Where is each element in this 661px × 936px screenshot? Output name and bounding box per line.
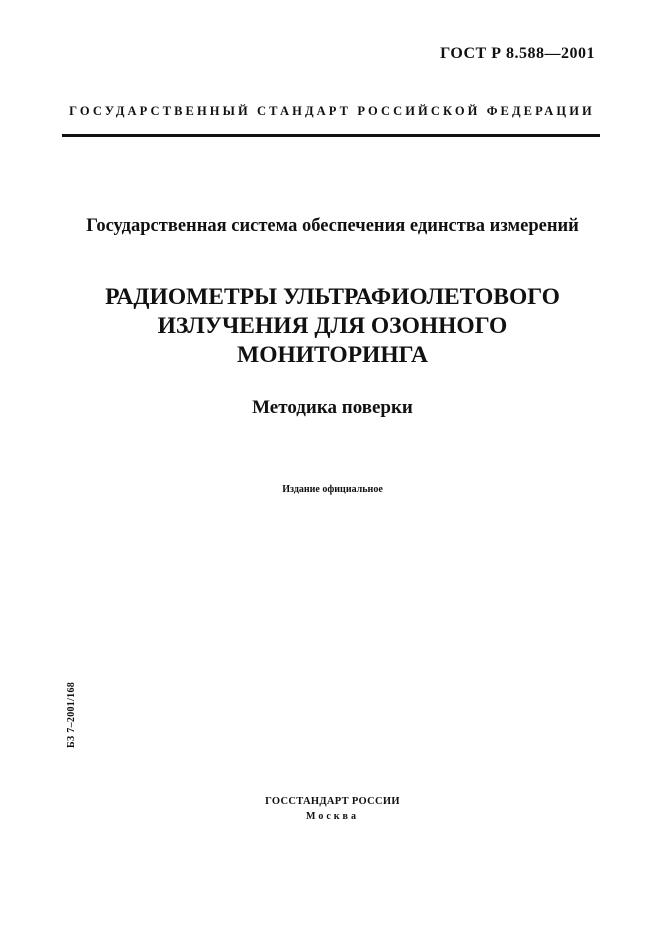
edition-note: Издание официальное <box>282 484 383 495</box>
subtitle: Методика поверки <box>252 397 413 418</box>
header-divider <box>62 134 600 137</box>
main-title <box>60 283 605 370</box>
standard-number: ГОСТ Р 8.588—2001 <box>440 45 595 62</box>
publisher: ГОССТАНДАРТ РОССИИ <box>265 796 400 807</box>
organization-title: ГОСУДАРСТВЕННЫЙ СТАНДАРТ РОССИЙСКОЙ ФЕДЕРАЦИИ <box>69 104 595 118</box>
series-title: Государственная система обеспечения единства измерений <box>86 216 579 236</box>
main-title-line: РАДИОМЕТРЫ УЛЬТРАФИОЛЕТОВОГО <box>105 284 560 310</box>
main-title-line: ИЗЛУЧЕНИЯ ДЛЯ ОЗОННОГО <box>157 313 508 339</box>
main-title-line: МОНИТОРИНГА <box>237 342 428 368</box>
side-code: БЗ 7–2001/168 <box>66 681 77 748</box>
publication-city: Москва <box>306 811 359 822</box>
